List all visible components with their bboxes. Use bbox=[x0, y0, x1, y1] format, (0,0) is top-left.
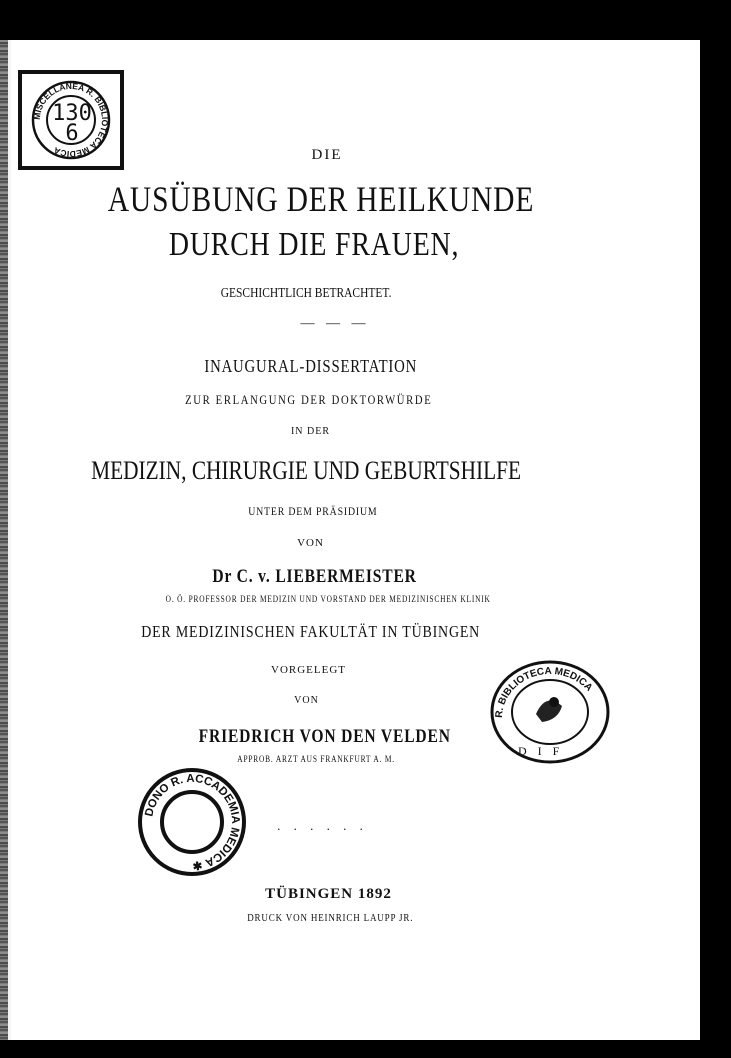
in-der-line: IN DER bbox=[290, 426, 331, 437]
separator: — — — bbox=[300, 316, 370, 331]
dissertation-heading: INAUGURAL-DISSERTATION bbox=[204, 356, 417, 376]
subtitle: GESCHICHTLICH BETRACHTET. bbox=[221, 286, 392, 301]
stamp-emblem-dot-icon bbox=[549, 697, 559, 707]
author-title: APPROB. ARZT AUS FRANKFURT A. M. bbox=[237, 754, 396, 764]
shelf-number bbox=[52, 101, 92, 146]
place-year: TÜBINGEN 1892 bbox=[265, 886, 392, 902]
faculty-line: DER MEDIZINISCHEN FAKULTÄT IN TÜBINGEN bbox=[141, 622, 480, 641]
praeses-title: O. Ö. PROFESSOR DER MEDIZIN UND VORSTAND DER MEDIZINISCHEN KLINIK bbox=[165, 594, 492, 604]
under-presidium: UNTER DEM PRÄSIDIUM bbox=[247, 504, 378, 518]
von-line-1: VON bbox=[297, 537, 324, 549]
title-line-1: AUSÜBUNG DER HEILKUNDE bbox=[107, 179, 534, 219]
stamp-ring-text: MISCELLANEA R. BIBLIOTECA MEDICA bbox=[31, 80, 111, 160]
library-stamp-text: R. BIBLIOTECA MEDICA bbox=[493, 665, 595, 719]
praeses-name: Dr C. v. LIEBERMEISTER bbox=[212, 566, 417, 587]
title-line-2: DURCH DIE FRAUEN, bbox=[169, 226, 460, 263]
faculty-fields: MEDIZIN, CHIRURGIE UND GEBURTSHILFE bbox=[91, 456, 522, 485]
donation-stamp bbox=[136, 766, 248, 878]
von-line-2: VON bbox=[294, 695, 319, 706]
shelf-number-line-2: 6 bbox=[65, 121, 79, 146]
title-article: DIE bbox=[311, 147, 343, 163]
vorgelegt-line: VORGELEGT bbox=[271, 664, 346, 676]
dotted-rule: . . . . . . bbox=[277, 818, 368, 833]
shelf-number-line-1: 130 bbox=[52, 101, 92, 126]
purpose-line: ZUR ERLANGUNG DER DOKTORWÜRDE bbox=[184, 392, 433, 407]
author-name: FRIEDRICH VON DEN VELDEN bbox=[198, 726, 451, 747]
library-stamp-corner-text: D I F bbox=[518, 744, 564, 758]
donation-stamp-text: DONO R. ACCADEMIA MEDICA ✱ bbox=[143, 772, 242, 872]
printer-line: DRUCK VON HEINRICH LAUPP JR. bbox=[247, 912, 414, 924]
